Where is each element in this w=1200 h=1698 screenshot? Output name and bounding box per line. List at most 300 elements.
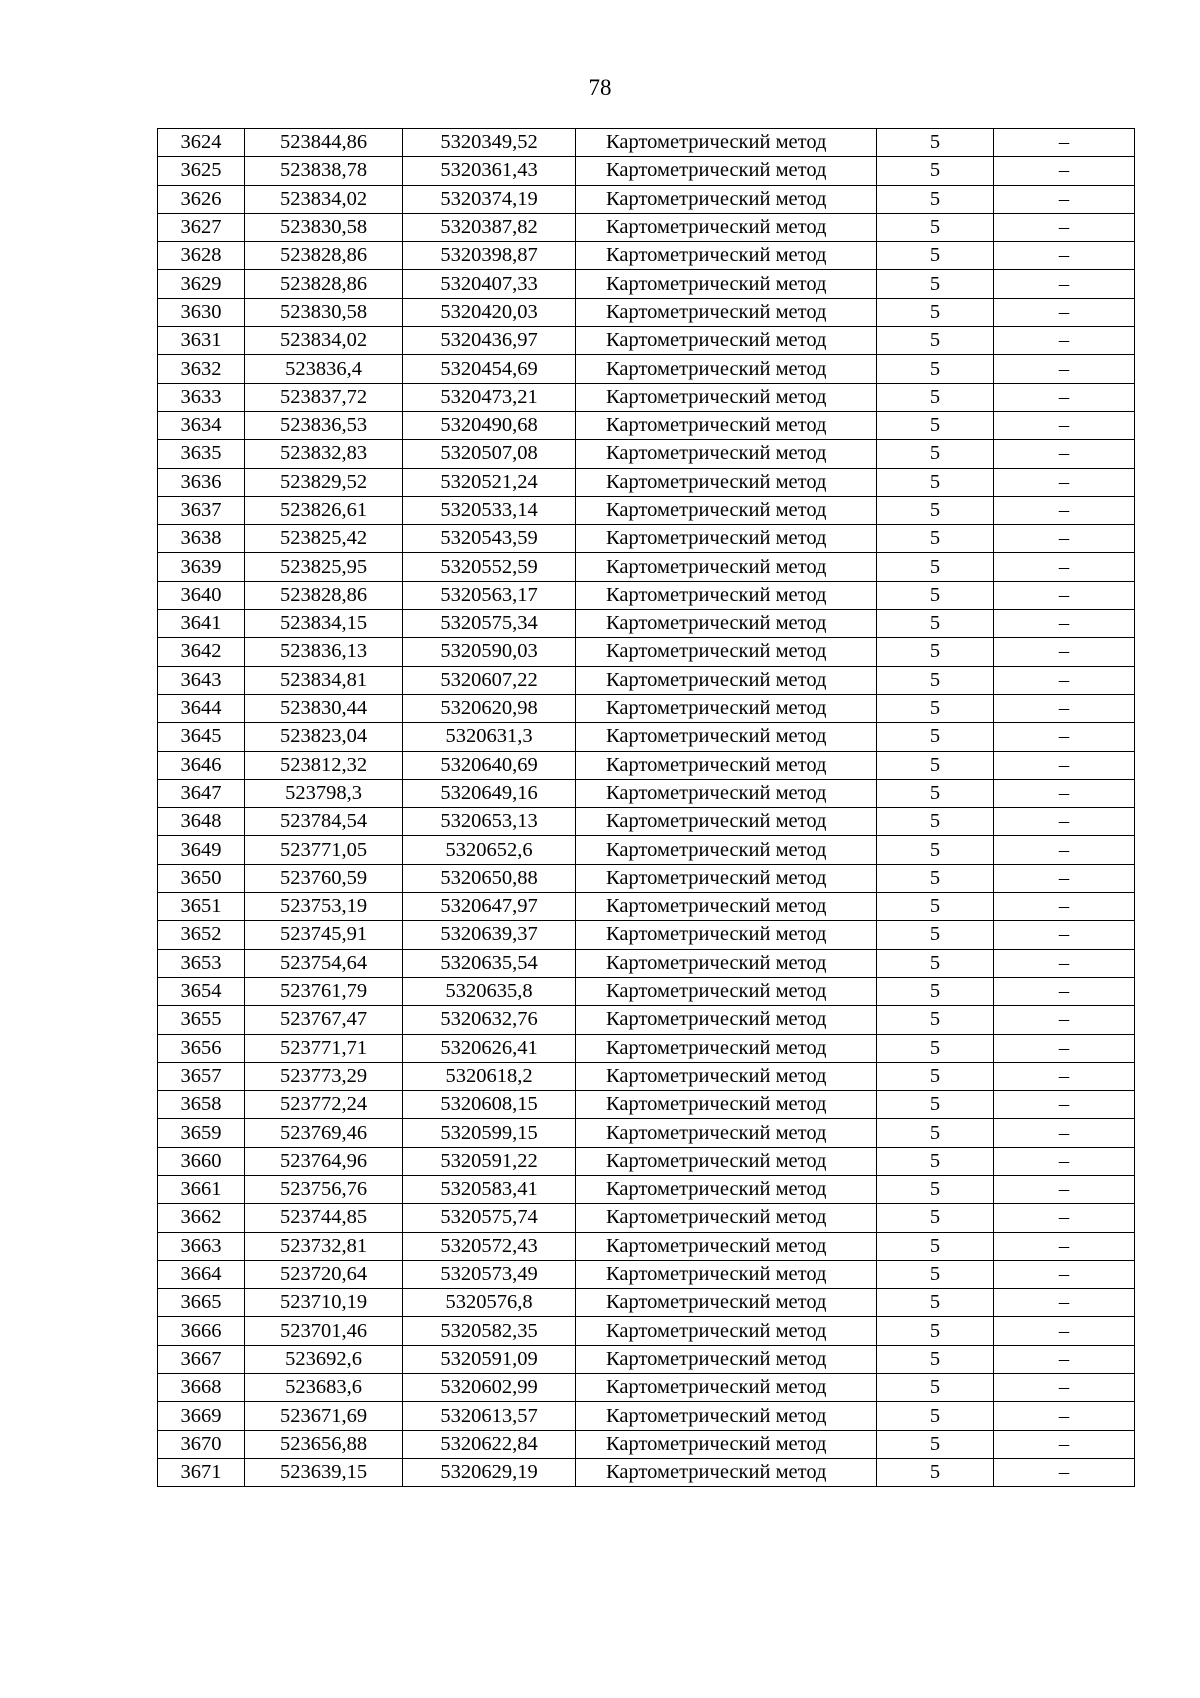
table-row	[158, 1062, 1135, 1090]
method-cell: Картометрический метод	[576, 1289, 877, 1317]
empty-mark-cell: –	[994, 666, 1135, 694]
point-number-cell: 3651	[158, 893, 245, 921]
precision-cell: 5	[877, 808, 994, 836]
point-number-cell: 3639	[158, 553, 245, 581]
precision-cell: 5	[877, 185, 994, 213]
point-number-cell: 3655	[158, 1006, 245, 1034]
y-coordinate-cell: 5320582,35	[403, 1317, 576, 1345]
precision-cell: 5	[877, 1402, 994, 1430]
point-number-cell: 3654	[158, 977, 245, 1005]
precision-cell: 5	[877, 355, 994, 383]
point-number-cell: 3627	[158, 213, 245, 241]
empty-mark-cell: –	[994, 525, 1135, 553]
point-number-cell: 3659	[158, 1119, 245, 1147]
point-number-cell: 3663	[158, 1232, 245, 1260]
y-coordinate-cell: 5320635,54	[403, 949, 576, 977]
table-row	[158, 1374, 1135, 1402]
point-number-cell: 3669	[158, 1402, 245, 1430]
table-row	[158, 1345, 1135, 1373]
table-row	[158, 1034, 1135, 1062]
x-coordinate-cell: 523830,58	[245, 298, 403, 326]
y-coordinate-cell: 5320649,16	[403, 779, 576, 807]
empty-mark-cell: –	[994, 298, 1135, 326]
method-cell: Картометрический метод	[576, 355, 877, 383]
table-row	[158, 694, 1135, 722]
precision-cell: 5	[877, 779, 994, 807]
y-coordinate-cell: 5320361,43	[403, 157, 576, 185]
point-number-cell: 3645	[158, 723, 245, 751]
point-number-cell: 3657	[158, 1062, 245, 1090]
empty-mark-cell: –	[994, 185, 1135, 213]
point-number-cell: 3635	[158, 440, 245, 468]
y-coordinate-cell: 5320398,87	[403, 242, 576, 270]
empty-mark-cell: –	[994, 468, 1135, 496]
x-coordinate-cell: 523732,81	[245, 1232, 403, 1260]
method-cell: Картометрический метод	[576, 610, 877, 638]
table-row	[158, 893, 1135, 921]
empty-mark-cell: –	[994, 1430, 1135, 1458]
method-cell: Картометрический метод	[576, 496, 877, 524]
x-coordinate-cell: 523823,04	[245, 723, 403, 751]
y-coordinate-cell: 5320436,97	[403, 327, 576, 355]
empty-mark-cell: –	[994, 242, 1135, 270]
x-coordinate-cell: 523836,13	[245, 638, 403, 666]
precision-cell: 5	[877, 553, 994, 581]
precision-cell: 5	[877, 694, 994, 722]
x-coordinate-cell: 523828,86	[245, 270, 403, 298]
empty-mark-cell: –	[994, 1006, 1135, 1034]
method-cell: Картометрический метод	[576, 723, 877, 751]
empty-mark-cell: –	[994, 949, 1135, 977]
table-row	[158, 553, 1135, 581]
table-row	[158, 638, 1135, 666]
empty-mark-cell: –	[994, 638, 1135, 666]
method-cell: Картометрический метод	[576, 808, 877, 836]
precision-cell: 5	[877, 1232, 994, 1260]
precision-cell: 5	[877, 1119, 994, 1147]
method-cell: Картометрический метод	[576, 242, 877, 270]
precision-cell: 5	[877, 213, 994, 241]
y-coordinate-cell: 5320607,22	[403, 666, 576, 694]
table-row	[158, 1430, 1135, 1458]
point-number-cell: 3631	[158, 327, 245, 355]
y-coordinate-cell: 5320622,84	[403, 1430, 576, 1458]
method-cell: Картометрический метод	[576, 440, 877, 468]
x-coordinate-cell: 523834,81	[245, 666, 403, 694]
page-number: 78	[588, 75, 612, 100]
precision-cell: 5	[877, 1345, 994, 1373]
x-coordinate-cell: 523671,69	[245, 1402, 403, 1430]
precision-cell: 5	[877, 327, 994, 355]
method-cell: Картометрический метод	[576, 129, 877, 157]
method-cell: Картометрический метод	[576, 468, 877, 496]
x-coordinate-cell: 523745,91	[245, 921, 403, 949]
precision-cell: 5	[877, 893, 994, 921]
y-coordinate-cell: 5320635,8	[403, 977, 576, 1005]
table-row	[158, 610, 1135, 638]
x-coordinate-cell: 523753,19	[245, 893, 403, 921]
y-coordinate-cell: 5320608,15	[403, 1091, 576, 1119]
precision-cell: 5	[877, 242, 994, 270]
point-number-cell: 3643	[158, 666, 245, 694]
y-coordinate-cell: 5320602,99	[403, 1374, 576, 1402]
y-coordinate-cell: 5320599,15	[403, 1119, 576, 1147]
table-row	[158, 525, 1135, 553]
x-coordinate-cell: 523836,53	[245, 411, 403, 439]
precision-cell: 5	[877, 440, 994, 468]
point-number-cell: 3629	[158, 270, 245, 298]
point-number-cell: 3658	[158, 1091, 245, 1119]
method-cell: Картометрический метод	[576, 1091, 877, 1119]
empty-mark-cell: –	[994, 1402, 1135, 1430]
empty-mark-cell: –	[994, 1458, 1135, 1486]
point-number-cell: 3641	[158, 610, 245, 638]
precision-cell: 5	[877, 581, 994, 609]
point-number-cell: 3649	[158, 836, 245, 864]
x-coordinate-cell: 523828,86	[245, 242, 403, 270]
precision-cell: 5	[877, 270, 994, 298]
x-coordinate-cell: 523656,88	[245, 1430, 403, 1458]
empty-mark-cell: –	[994, 383, 1135, 411]
empty-mark-cell: –	[994, 751, 1135, 779]
y-coordinate-cell: 5320490,68	[403, 411, 576, 439]
precision-cell: 5	[877, 1260, 994, 1288]
x-coordinate-cell: 523764,96	[245, 1147, 403, 1175]
precision-cell: 5	[877, 1374, 994, 1402]
empty-mark-cell: –	[994, 496, 1135, 524]
x-coordinate-cell: 523828,86	[245, 581, 403, 609]
method-cell: Картометрический метод	[576, 638, 877, 666]
y-coordinate-cell: 5320591,22	[403, 1147, 576, 1175]
empty-mark-cell: –	[994, 893, 1135, 921]
method-cell: Картометрический метод	[576, 836, 877, 864]
x-coordinate-cell: 523760,59	[245, 864, 403, 892]
empty-mark-cell: –	[994, 581, 1135, 609]
point-number-cell: 3666	[158, 1317, 245, 1345]
y-coordinate-cell: 5320650,88	[403, 864, 576, 892]
method-cell: Картометрический метод	[576, 864, 877, 892]
method-cell: Картометрический метод	[576, 553, 877, 581]
precision-cell: 5	[877, 1175, 994, 1203]
empty-mark-cell: –	[994, 1175, 1135, 1203]
method-cell: Картометрический метод	[576, 1458, 877, 1486]
y-coordinate-cell: 5320575,74	[403, 1204, 576, 1232]
method-cell: Картометрический метод	[576, 949, 877, 977]
precision-cell: 5	[877, 1091, 994, 1119]
point-number-cell: 3637	[158, 496, 245, 524]
precision-cell: 5	[877, 666, 994, 694]
x-coordinate-cell: 523639,15	[245, 1458, 403, 1486]
precision-cell: 5	[877, 610, 994, 638]
table-row	[158, 921, 1135, 949]
precision-cell: 5	[877, 1430, 994, 1458]
point-number-cell: 3626	[158, 185, 245, 213]
empty-mark-cell: –	[994, 553, 1135, 581]
point-number-cell: 3667	[158, 1345, 245, 1373]
point-number-cell: 3634	[158, 411, 245, 439]
x-coordinate-cell: 523771,71	[245, 1034, 403, 1062]
x-coordinate-cell: 523830,58	[245, 213, 403, 241]
method-cell: Картометрический метод	[576, 185, 877, 213]
y-coordinate-cell: 5320653,13	[403, 808, 576, 836]
method-cell: Картометрический метод	[576, 1232, 877, 1260]
x-coordinate-cell: 523771,05	[245, 836, 403, 864]
method-cell: Картометрический метод	[576, 779, 877, 807]
method-cell: Картометрический метод	[576, 1260, 877, 1288]
table-row	[158, 723, 1135, 751]
method-cell: Картометрический метод	[576, 893, 877, 921]
x-coordinate-cell: 523798,3	[245, 779, 403, 807]
point-number-cell: 3668	[158, 1374, 245, 1402]
precision-cell: 5	[877, 496, 994, 524]
y-coordinate-cell: 5320583,41	[403, 1175, 576, 1203]
empty-mark-cell: –	[994, 1289, 1135, 1317]
table-row	[158, 270, 1135, 298]
y-coordinate-cell: 5320374,19	[403, 185, 576, 213]
point-number-cell: 3646	[158, 751, 245, 779]
y-coordinate-cell: 5320613,57	[403, 1402, 576, 1430]
method-cell: Картометрический метод	[576, 270, 877, 298]
table-row	[158, 440, 1135, 468]
method-cell: Картометрический метод	[576, 1430, 877, 1458]
y-coordinate-cell: 5320575,34	[403, 610, 576, 638]
precision-cell: 5	[877, 298, 994, 326]
method-cell: Картометрический метод	[576, 1345, 877, 1373]
y-coordinate-cell: 5320573,49	[403, 1260, 576, 1288]
precision-cell: 5	[877, 468, 994, 496]
method-cell: Картометрический метод	[576, 1402, 877, 1430]
table-row	[158, 327, 1135, 355]
table-row	[158, 242, 1135, 270]
x-coordinate-cell: 523825,95	[245, 553, 403, 581]
y-coordinate-cell: 5320552,59	[403, 553, 576, 581]
empty-mark-cell: –	[994, 1147, 1135, 1175]
y-coordinate-cell: 5320618,2	[403, 1062, 576, 1090]
point-number-cell: 3630	[158, 298, 245, 326]
x-coordinate-cell: 523683,6	[245, 1374, 403, 1402]
precision-cell: 5	[877, 921, 994, 949]
y-coordinate-cell: 5320521,24	[403, 468, 576, 496]
x-coordinate-cell: 523744,85	[245, 1204, 403, 1232]
point-number-cell: 3670	[158, 1430, 245, 1458]
x-coordinate-cell: 523834,02	[245, 327, 403, 355]
table-row	[158, 581, 1135, 609]
x-coordinate-cell: 523773,29	[245, 1062, 403, 1090]
empty-mark-cell: –	[994, 836, 1135, 864]
x-coordinate-cell: 523701,46	[245, 1317, 403, 1345]
method-cell: Картометрический метод	[576, 751, 877, 779]
method-cell: Картометрический метод	[576, 1175, 877, 1203]
table-row	[158, 977, 1135, 1005]
empty-mark-cell: –	[994, 213, 1135, 241]
table-row	[158, 808, 1135, 836]
x-coordinate-cell: 523834,15	[245, 610, 403, 638]
precision-cell: 5	[877, 949, 994, 977]
y-coordinate-cell: 5320620,98	[403, 694, 576, 722]
x-coordinate-cell: 523720,64	[245, 1260, 403, 1288]
x-coordinate-cell: 523836,4	[245, 355, 403, 383]
point-number-cell: 3633	[158, 383, 245, 411]
point-number-cell: 3640	[158, 581, 245, 609]
method-cell: Картометрический метод	[576, 525, 877, 553]
precision-cell: 5	[877, 411, 994, 439]
table-row	[158, 355, 1135, 383]
x-coordinate-cell: 523832,83	[245, 440, 403, 468]
empty-mark-cell: –	[994, 1374, 1135, 1402]
point-number-cell: 3671	[158, 1458, 245, 1486]
empty-mark-cell: –	[994, 1317, 1135, 1345]
method-cell: Картометрический метод	[576, 666, 877, 694]
table-row	[158, 157, 1135, 185]
method-cell: Картометрический метод	[576, 1006, 877, 1034]
precision-cell: 5	[877, 864, 994, 892]
method-cell: Картометрический метод	[576, 581, 877, 609]
y-coordinate-cell: 5320533,14	[403, 496, 576, 524]
y-coordinate-cell: 5320640,69	[403, 751, 576, 779]
table-row	[158, 411, 1135, 439]
table-row	[158, 1260, 1135, 1288]
empty-mark-cell: –	[994, 1204, 1135, 1232]
method-cell: Картометрический метод	[576, 157, 877, 185]
y-coordinate-cell: 5320590,03	[403, 638, 576, 666]
point-number-cell: 3647	[158, 779, 245, 807]
point-number-cell: 3653	[158, 949, 245, 977]
precision-cell: 5	[877, 1062, 994, 1090]
point-number-cell: 3664	[158, 1260, 245, 1288]
y-coordinate-cell: 5320420,03	[403, 298, 576, 326]
coordinates-table-body	[158, 129, 1135, 1487]
table-row	[158, 1289, 1135, 1317]
y-coordinate-cell: 5320652,6	[403, 836, 576, 864]
precision-cell: 5	[877, 1204, 994, 1232]
precision-cell: 5	[877, 751, 994, 779]
precision-cell: 5	[877, 129, 994, 157]
method-cell: Картометрический метод	[576, 694, 877, 722]
point-number-cell: 3624	[158, 129, 245, 157]
table-row	[158, 129, 1135, 157]
y-coordinate-cell: 5320647,97	[403, 893, 576, 921]
y-coordinate-cell: 5320349,52	[403, 129, 576, 157]
table-row	[158, 213, 1135, 241]
precision-cell: 5	[877, 157, 994, 185]
table-row	[158, 1204, 1135, 1232]
empty-mark-cell: –	[994, 1091, 1135, 1119]
table-row	[158, 1119, 1135, 1147]
empty-mark-cell: –	[994, 723, 1135, 751]
y-coordinate-cell: 5320454,69	[403, 355, 576, 383]
coordinates-table	[157, 128, 1135, 1487]
table-row	[158, 1317, 1135, 1345]
method-cell: Картометрический метод	[576, 1062, 877, 1090]
x-coordinate-cell: 523844,86	[245, 129, 403, 157]
precision-cell: 5	[877, 1034, 994, 1062]
empty-mark-cell: –	[994, 440, 1135, 468]
table-row	[158, 1232, 1135, 1260]
method-cell: Картометрический метод	[576, 1374, 877, 1402]
empty-mark-cell: –	[994, 921, 1135, 949]
method-cell: Картометрический метод	[576, 298, 877, 326]
point-number-cell: 3638	[158, 525, 245, 553]
method-cell: Картометрический метод	[576, 921, 877, 949]
method-cell: Картометрический метод	[576, 1147, 877, 1175]
empty-mark-cell: –	[994, 411, 1135, 439]
table-row	[158, 1091, 1135, 1119]
empty-mark-cell: –	[994, 808, 1135, 836]
empty-mark-cell: –	[994, 1034, 1135, 1062]
y-coordinate-cell: 5320626,41	[403, 1034, 576, 1062]
table-row	[158, 836, 1135, 864]
x-coordinate-cell: 523710,19	[245, 1289, 403, 1317]
empty-mark-cell: –	[994, 270, 1135, 298]
x-coordinate-cell: 523829,52	[245, 468, 403, 496]
method-cell: Картометрический метод	[576, 383, 877, 411]
point-number-cell: 3665	[158, 1289, 245, 1317]
y-coordinate-cell: 5320629,19	[403, 1458, 576, 1486]
empty-mark-cell: –	[994, 864, 1135, 892]
point-number-cell: 3625	[158, 157, 245, 185]
precision-cell: 5	[877, 836, 994, 864]
empty-mark-cell: –	[994, 977, 1135, 1005]
point-number-cell: 3662	[158, 1204, 245, 1232]
table-row	[158, 779, 1135, 807]
y-coordinate-cell: 5320563,17	[403, 581, 576, 609]
x-coordinate-cell: 523834,02	[245, 185, 403, 213]
table-row	[158, 949, 1135, 977]
empty-mark-cell: –	[994, 1062, 1135, 1090]
table-row	[158, 1458, 1135, 1486]
empty-mark-cell: –	[994, 779, 1135, 807]
method-cell: Картометрический метод	[576, 977, 877, 1005]
precision-cell: 5	[877, 1147, 994, 1175]
y-coordinate-cell: 5320473,21	[403, 383, 576, 411]
point-number-cell: 3642	[158, 638, 245, 666]
empty-mark-cell: –	[994, 1260, 1135, 1288]
precision-cell: 5	[877, 1289, 994, 1317]
x-coordinate-cell: 523769,46	[245, 1119, 403, 1147]
y-coordinate-cell: 5320631,3	[403, 723, 576, 751]
x-coordinate-cell: 523754,64	[245, 949, 403, 977]
point-number-cell: 3648	[158, 808, 245, 836]
x-coordinate-cell: 523812,32	[245, 751, 403, 779]
x-coordinate-cell: 523767,47	[245, 1006, 403, 1034]
y-coordinate-cell: 5320507,08	[403, 440, 576, 468]
table-row	[158, 1402, 1135, 1430]
y-coordinate-cell: 5320591,09	[403, 1345, 576, 1373]
x-coordinate-cell: 523756,76	[245, 1175, 403, 1203]
empty-mark-cell: –	[994, 157, 1135, 185]
x-coordinate-cell: 523838,78	[245, 157, 403, 185]
point-number-cell: 3661	[158, 1175, 245, 1203]
x-coordinate-cell: 523826,61	[245, 496, 403, 524]
table-row	[158, 383, 1135, 411]
table-row	[158, 751, 1135, 779]
table-row	[158, 864, 1135, 892]
x-coordinate-cell: 523772,24	[245, 1091, 403, 1119]
x-coordinate-cell: 523692,6	[245, 1345, 403, 1373]
table-row	[158, 185, 1135, 213]
empty-mark-cell: –	[994, 129, 1135, 157]
precision-cell: 5	[877, 525, 994, 553]
x-coordinate-cell: 523825,42	[245, 525, 403, 553]
point-number-cell: 3644	[158, 694, 245, 722]
x-coordinate-cell: 523837,72	[245, 383, 403, 411]
table-row	[158, 298, 1135, 326]
table-row	[158, 1147, 1135, 1175]
y-coordinate-cell: 5320387,82	[403, 213, 576, 241]
y-coordinate-cell: 5320407,33	[403, 270, 576, 298]
empty-mark-cell: –	[994, 327, 1135, 355]
point-number-cell: 3636	[158, 468, 245, 496]
